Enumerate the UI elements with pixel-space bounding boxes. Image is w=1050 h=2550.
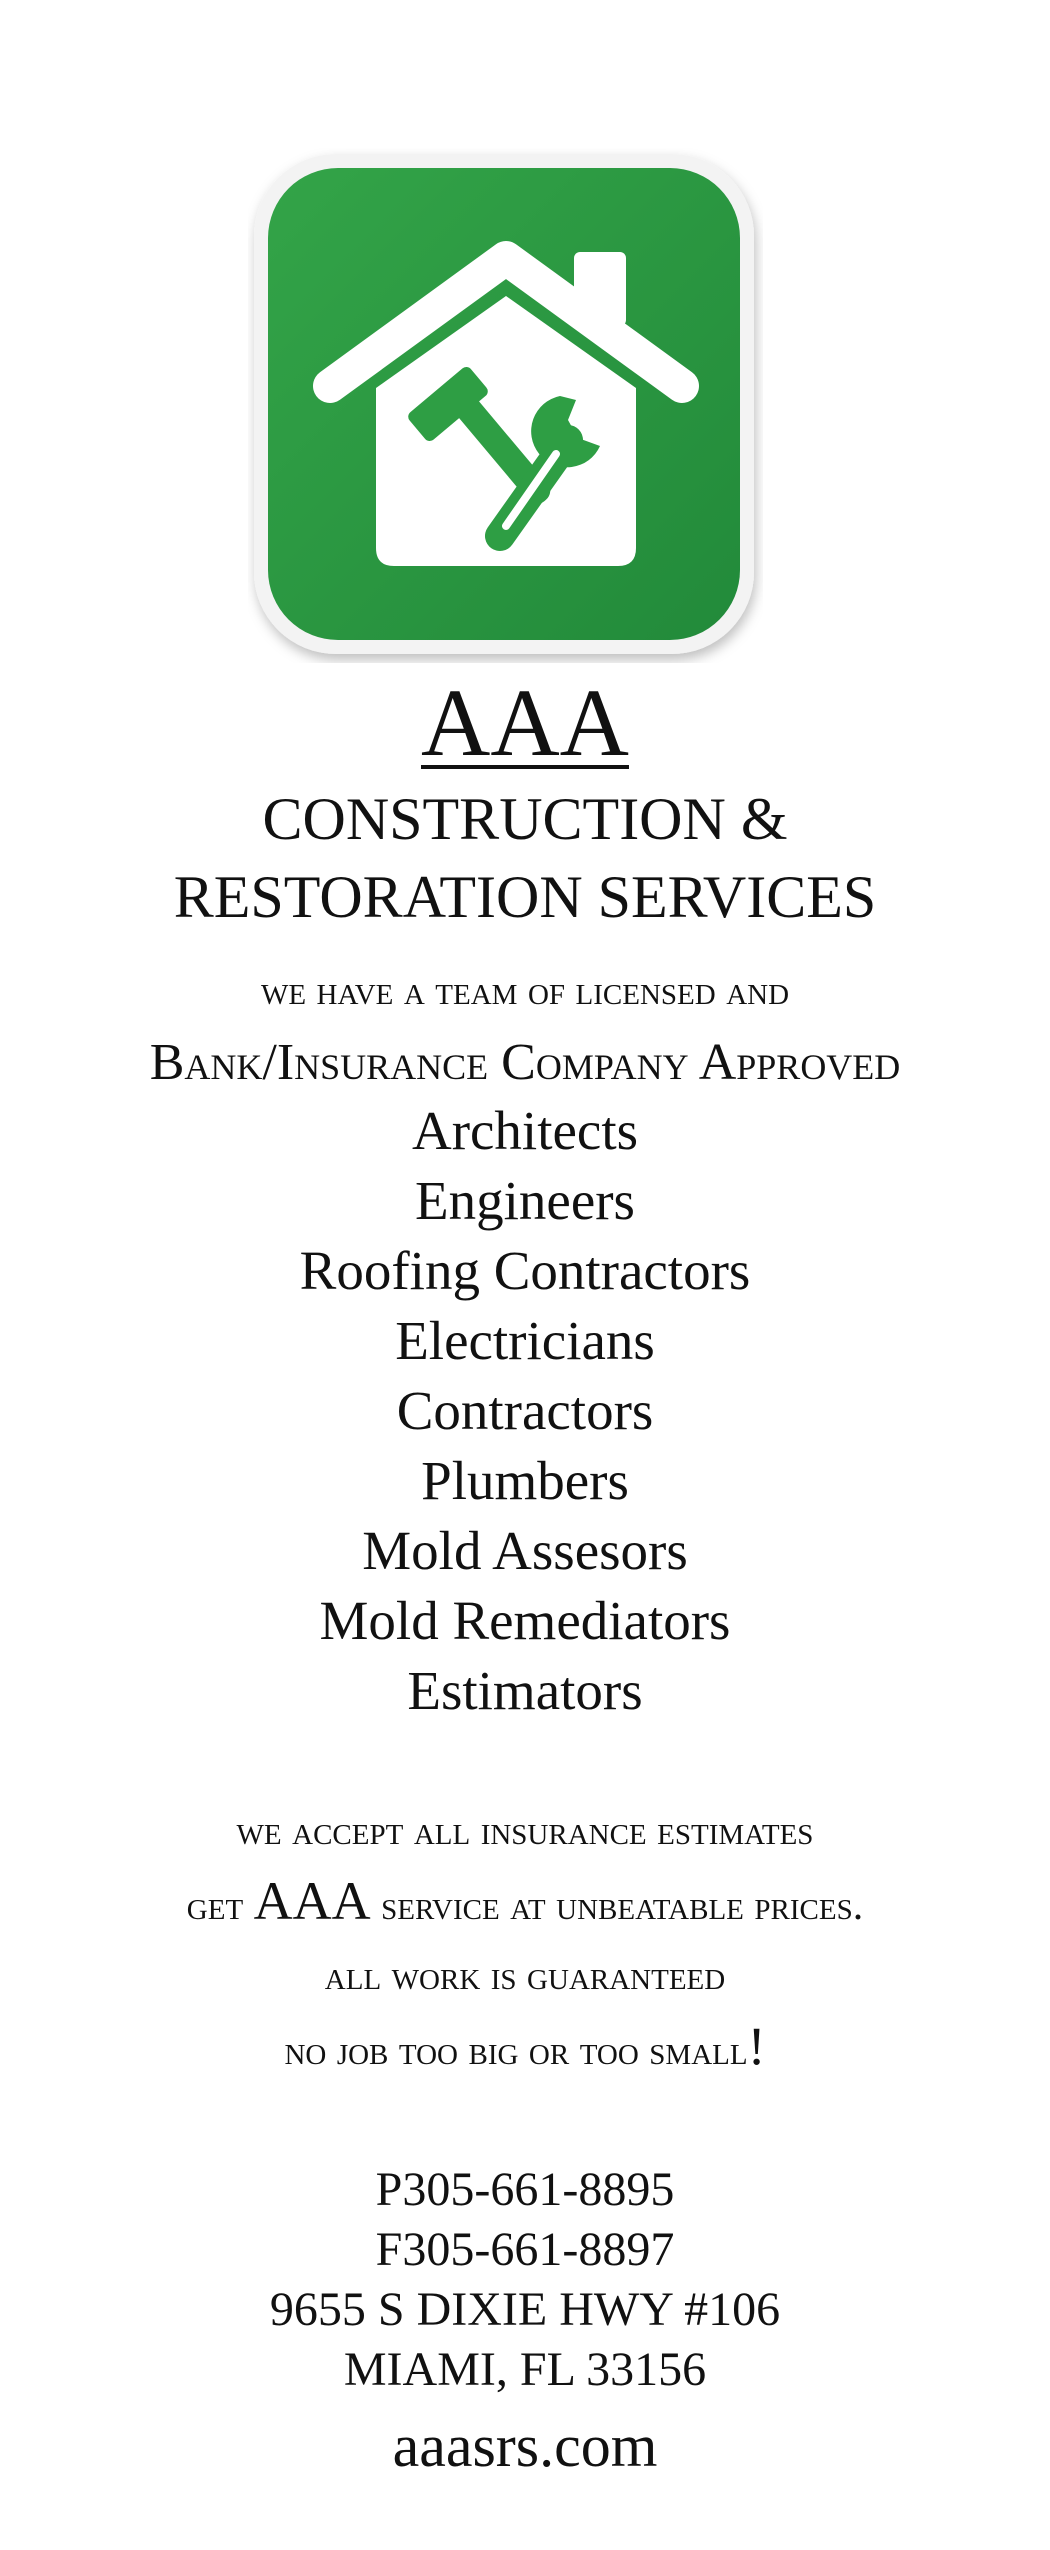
fax-number: F305-661-8897	[375, 2223, 675, 2276]
trade-item: Electricians	[395, 1310, 655, 1371]
company-name	[0, 780, 1050, 936]
promo-prices-pre: get	[186, 1883, 254, 1929]
trades-list	[0, 1096, 1050, 1726]
trade-item: Roofing Contractors	[299, 1240, 751, 1301]
trade-item: Contractors	[396, 1380, 654, 1441]
promo-prices	[0, 1866, 1050, 1941]
promo-insurance: we accept all insurance estimates	[236, 1808, 814, 1854]
contact-block	[0, 2160, 1050, 2400]
promo-block	[0, 1796, 1050, 2086]
promo-job-size-bang: !	[747, 2016, 766, 2076]
street-address: 9655 S DIXIE HWY #106	[269, 2283, 781, 2336]
brand-name: AAA	[421, 669, 629, 776]
city-state-zip: MIAMI, FL 33156	[343, 2343, 707, 2396]
trade-item: Estimators	[407, 1660, 643, 1721]
trade-item: Engineers	[415, 1170, 635, 1231]
website-url: aaasrs.com	[392, 2413, 658, 2479]
team-intro: we have a team of licensed and	[260, 968, 790, 1014]
house-tools-icon	[248, 148, 763, 663]
trade-item: Mold Assesors	[362, 1520, 688, 1581]
promo-job-size	[0, 2011, 1050, 2086]
trade-item: Plumbers	[421, 1450, 629, 1511]
promo-prices-brand: AAA	[253, 1871, 371, 1931]
phone-number: P305-661-8895	[375, 2163, 675, 2216]
trade-item: Architects	[411, 1100, 638, 1161]
company-name-line2: RESTORATION SERVICES	[173, 864, 877, 930]
company-logo	[248, 148, 763, 663]
promo-guarantee: all work is guaranteed	[324, 1953, 726, 1999]
trade-item: Mold Remediators	[319, 1590, 731, 1651]
promo-prices-post: service at unbeatable prices.	[370, 1883, 864, 1929]
promo-job-size-text: no job too big or too small	[284, 2028, 748, 2074]
team-approval: Bank/Insurance Company Approved	[149, 1034, 901, 1091]
company-name-line1: CONSTRUCTION &	[262, 786, 788, 852]
